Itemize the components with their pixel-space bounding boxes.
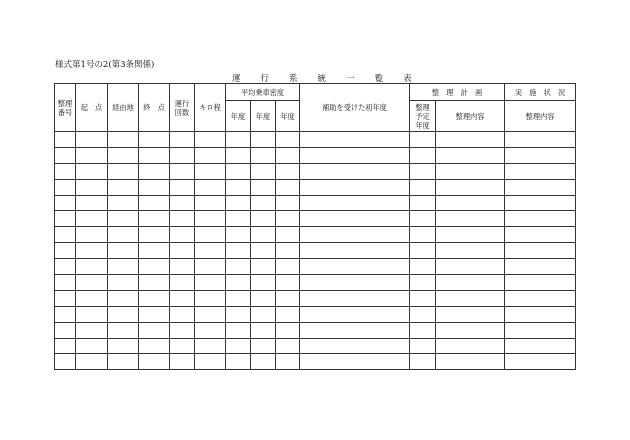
table-cell[interactable] bbox=[505, 163, 576, 179]
table-cell[interactable] bbox=[410, 179, 436, 195]
table-cell[interactable] bbox=[300, 259, 410, 275]
table-cell[interactable] bbox=[170, 322, 195, 338]
table-cell[interactable] bbox=[436, 195, 505, 211]
table-cell[interactable] bbox=[195, 179, 226, 195]
table-cell[interactable] bbox=[108, 322, 139, 338]
table-cell[interactable] bbox=[300, 179, 410, 195]
table-cell[interactable] bbox=[195, 227, 226, 243]
table-cell[interactable] bbox=[195, 322, 226, 338]
table-cell[interactable] bbox=[76, 243, 108, 259]
table-cell[interactable] bbox=[251, 163, 276, 179]
table-cell[interactable] bbox=[170, 211, 195, 227]
table-cell[interactable] bbox=[226, 354, 251, 370]
table-cell[interactable] bbox=[226, 259, 251, 275]
table-row bbox=[55, 132, 576, 148]
table-cell[interactable] bbox=[55, 179, 76, 195]
table-cell[interactable] bbox=[139, 354, 170, 370]
table-cell[interactable] bbox=[226, 211, 251, 227]
table-row bbox=[55, 338, 576, 354]
table-cell[interactable] bbox=[108, 179, 139, 195]
header-kiten: 起 点 bbox=[76, 84, 108, 132]
table-cell[interactable] bbox=[76, 179, 108, 195]
table-cell[interactable] bbox=[251, 290, 276, 306]
table-cell[interactable] bbox=[55, 290, 76, 306]
table-cell[interactable] bbox=[436, 290, 505, 306]
title-char: 一 bbox=[346, 74, 355, 84]
table-cell[interactable] bbox=[139, 338, 170, 354]
table-cell[interactable] bbox=[505, 275, 576, 291]
table-cell[interactable] bbox=[76, 132, 108, 148]
table-row bbox=[55, 243, 576, 259]
table-cell[interactable] bbox=[55, 163, 76, 179]
table-cell[interactable] bbox=[251, 179, 276, 195]
table-cell[interactable] bbox=[170, 179, 195, 195]
table-cell[interactable] bbox=[170, 163, 195, 179]
table-cell[interactable] bbox=[195, 275, 226, 291]
table-cell[interactable] bbox=[170, 227, 195, 243]
table-row bbox=[55, 163, 576, 179]
table-row bbox=[55, 211, 576, 227]
table-cell[interactable] bbox=[276, 290, 300, 306]
table-cell[interactable] bbox=[436, 163, 505, 179]
route-system-table bbox=[54, 83, 576, 370]
table-row bbox=[55, 147, 576, 163]
table-cell[interactable] bbox=[76, 211, 108, 227]
table-cell[interactable] bbox=[276, 132, 300, 148]
table-cell[interactable] bbox=[276, 147, 300, 163]
table-cell[interactable] bbox=[436, 243, 505, 259]
table-cell[interactable] bbox=[410, 275, 436, 291]
table-cell[interactable] bbox=[55, 195, 76, 211]
table-cell[interactable] bbox=[226, 147, 251, 163]
table-cell[interactable] bbox=[410, 195, 436, 211]
table-cell[interactable] bbox=[76, 227, 108, 243]
table-cell[interactable] bbox=[251, 275, 276, 291]
table-cell[interactable] bbox=[55, 147, 76, 163]
header-keiyuchi: 経由地 bbox=[108, 84, 139, 132]
table-cell[interactable] bbox=[139, 259, 170, 275]
table-cell[interactable] bbox=[108, 227, 139, 243]
table-cell[interactable] bbox=[410, 211, 436, 227]
table-cell[interactable] bbox=[276, 275, 300, 291]
table-cell[interactable] bbox=[55, 306, 76, 322]
table-cell[interactable] bbox=[410, 147, 436, 163]
table-cell[interactable] bbox=[436, 338, 505, 354]
table-cell[interactable] bbox=[276, 195, 300, 211]
table-cell[interactable] bbox=[276, 259, 300, 275]
title-char: 表 bbox=[403, 74, 412, 84]
table-cell[interactable] bbox=[139, 243, 170, 259]
table-cell[interactable] bbox=[226, 322, 251, 338]
table-cell[interactable] bbox=[505, 211, 576, 227]
table-cell[interactable] bbox=[505, 338, 576, 354]
table-cell[interactable] bbox=[251, 354, 276, 370]
table-cell[interactable] bbox=[226, 195, 251, 211]
table-cell[interactable] bbox=[139, 290, 170, 306]
table-cell[interactable] bbox=[108, 132, 139, 148]
table-cell[interactable] bbox=[139, 195, 170, 211]
table-cell[interactable] bbox=[139, 211, 170, 227]
table-cell[interactable] bbox=[251, 338, 276, 354]
table-row bbox=[55, 290, 576, 306]
header-seiri-naiyo: 整理内容 bbox=[436, 101, 505, 132]
header-seiri-keikaku: 整 理 計 画 bbox=[410, 84, 505, 101]
table-cell[interactable] bbox=[300, 227, 410, 243]
header-seiri-yotei-nendo: 整理 予定 年度 bbox=[410, 101, 436, 132]
table-cell[interactable] bbox=[108, 195, 139, 211]
table-cell[interactable] bbox=[300, 163, 410, 179]
table-cell[interactable] bbox=[276, 243, 300, 259]
table-cell[interactable] bbox=[251, 243, 276, 259]
table-cell[interactable] bbox=[108, 290, 139, 306]
table-cell[interactable] bbox=[108, 259, 139, 275]
table-cell[interactable] bbox=[170, 306, 195, 322]
table-cell[interactable] bbox=[195, 290, 226, 306]
table-cell[interactable] bbox=[226, 290, 251, 306]
table-cell[interactable] bbox=[505, 132, 576, 148]
header-average-density: 平均乗車密度 bbox=[226, 84, 300, 101]
table-cell[interactable] bbox=[436, 211, 505, 227]
table-cell[interactable] bbox=[276, 163, 300, 179]
table-cell[interactable] bbox=[226, 227, 251, 243]
header-jisshi-naiyo: 整理内容 bbox=[505, 101, 576, 132]
table-cell[interactable] bbox=[195, 195, 226, 211]
table-cell[interactable] bbox=[195, 306, 226, 322]
table-cell[interactable] bbox=[170, 354, 195, 370]
table-cell[interactable] bbox=[276, 179, 300, 195]
table-row bbox=[55, 259, 576, 275]
title-char: 統 bbox=[317, 74, 327, 84]
table-cell[interactable] bbox=[276, 322, 300, 338]
table-cell[interactable] bbox=[108, 147, 139, 163]
table-cell[interactable] bbox=[76, 290, 108, 306]
table-cell[interactable] bbox=[195, 132, 226, 148]
title-char: 運 bbox=[232, 74, 241, 84]
table-cell[interactable] bbox=[76, 275, 108, 291]
table-cell[interactable] bbox=[170, 275, 195, 291]
table-row bbox=[55, 306, 576, 322]
table-cell[interactable] bbox=[410, 163, 436, 179]
table-cell[interactable] bbox=[226, 243, 251, 259]
table-cell[interactable] bbox=[76, 338, 108, 354]
table-cell[interactable] bbox=[226, 275, 251, 291]
table-cell[interactable] bbox=[108, 306, 139, 322]
table-cell[interactable] bbox=[505, 322, 576, 338]
table-cell[interactable] bbox=[410, 227, 436, 243]
table-cell[interactable] bbox=[410, 243, 436, 259]
table-cell[interactable] bbox=[300, 322, 410, 338]
header-first-subsidy-year: 補助を受けた初年度 bbox=[300, 84, 410, 132]
table-cell[interactable] bbox=[300, 275, 410, 291]
table-cell[interactable] bbox=[195, 211, 226, 227]
table-cell[interactable] bbox=[55, 322, 76, 338]
table-cell[interactable] bbox=[55, 259, 76, 275]
table-row bbox=[55, 195, 576, 211]
table-cell[interactable] bbox=[436, 227, 505, 243]
table-cell[interactable] bbox=[226, 306, 251, 322]
table-cell[interactable] bbox=[226, 163, 251, 179]
table-cell[interactable] bbox=[300, 290, 410, 306]
table-cell[interactable] bbox=[55, 338, 76, 354]
table-cell[interactable] bbox=[300, 354, 410, 370]
table-cell[interactable] bbox=[226, 179, 251, 195]
table-cell[interactable] bbox=[76, 195, 108, 211]
table-cell[interactable] bbox=[170, 195, 195, 211]
table-cell[interactable] bbox=[139, 322, 170, 338]
table-cell[interactable] bbox=[505, 243, 576, 259]
table-row bbox=[55, 322, 576, 338]
table-cell[interactable] bbox=[195, 354, 226, 370]
table-row bbox=[55, 354, 576, 370]
table-cell[interactable] bbox=[410, 306, 436, 322]
table-cell[interactable] bbox=[505, 306, 576, 322]
table-cell[interactable] bbox=[300, 132, 410, 148]
table-cell[interactable] bbox=[108, 211, 139, 227]
table-cell[interactable] bbox=[276, 227, 300, 243]
header-density-year-1: 年度 bbox=[226, 101, 251, 132]
table-cell[interactable] bbox=[300, 338, 410, 354]
header-seiri-bangou: 整理 番号 bbox=[55, 84, 76, 132]
title-char: 覧 bbox=[374, 74, 384, 84]
table-cell[interactable] bbox=[251, 211, 276, 227]
table-cell[interactable] bbox=[195, 163, 226, 179]
title-char: 系 bbox=[289, 74, 298, 84]
table-row bbox=[55, 275, 576, 291]
table-cell[interactable] bbox=[108, 243, 139, 259]
table-cell[interactable] bbox=[251, 132, 276, 148]
table-cell[interactable] bbox=[300, 147, 410, 163]
table-cell[interactable] bbox=[195, 338, 226, 354]
table-cell[interactable] bbox=[251, 147, 276, 163]
table-cell[interactable] bbox=[436, 275, 505, 291]
table-cell[interactable] bbox=[55, 243, 76, 259]
table-cell[interactable] bbox=[436, 132, 505, 148]
table-cell[interactable] bbox=[276, 211, 300, 227]
header-shuten: 終 点 bbox=[139, 84, 170, 132]
table-cell[interactable] bbox=[55, 227, 76, 243]
table-cell[interactable] bbox=[108, 163, 139, 179]
table-cell[interactable] bbox=[76, 306, 108, 322]
table-cell[interactable] bbox=[505, 147, 576, 163]
table-cell[interactable] bbox=[108, 354, 139, 370]
table-cell[interactable] bbox=[300, 195, 410, 211]
title-char: 行 bbox=[260, 74, 270, 84]
table-cell[interactable] bbox=[139, 147, 170, 163]
table-cell[interactable] bbox=[251, 227, 276, 243]
table-cell[interactable] bbox=[139, 163, 170, 179]
table-cell[interactable] bbox=[410, 259, 436, 275]
table-cell[interactable] bbox=[170, 338, 195, 354]
table-cell[interactable] bbox=[55, 275, 76, 291]
table-cell[interactable] bbox=[226, 338, 251, 354]
table-cell[interactable] bbox=[436, 147, 505, 163]
table-cell[interactable] bbox=[55, 132, 76, 148]
table-cell[interactable] bbox=[251, 306, 276, 322]
form-number: 様式第1号の2(第3条関係) bbox=[55, 60, 155, 70]
table-cell[interactable] bbox=[139, 132, 170, 148]
table-row bbox=[55, 179, 576, 195]
table-cell[interactable] bbox=[505, 290, 576, 306]
table-cell[interactable] bbox=[436, 179, 505, 195]
table-cell[interactable] bbox=[195, 147, 226, 163]
table-cell[interactable] bbox=[195, 259, 226, 275]
header-kiro-tei: キロ程 bbox=[195, 84, 226, 132]
table-cell[interactable] bbox=[76, 322, 108, 338]
table-cell[interactable] bbox=[139, 275, 170, 291]
table-cell[interactable] bbox=[410, 338, 436, 354]
header-unkou-kaisu: 運行 回数 bbox=[170, 84, 195, 132]
table-cell[interactable] bbox=[139, 179, 170, 195]
table-cell[interactable] bbox=[170, 132, 195, 148]
table-cell[interactable] bbox=[55, 211, 76, 227]
table-cell[interactable] bbox=[505, 354, 576, 370]
table-cell[interactable] bbox=[410, 290, 436, 306]
table-cell[interactable] bbox=[410, 132, 436, 148]
table-cell[interactable] bbox=[436, 259, 505, 275]
table-cell[interactable] bbox=[108, 275, 139, 291]
table-cell[interactable] bbox=[170, 147, 195, 163]
header-jisshi-jokyo: 実 施 状 況 bbox=[505, 84, 576, 101]
table-cell[interactable] bbox=[300, 211, 410, 227]
table-cell[interactable] bbox=[251, 322, 276, 338]
header-density-year-2: 年度 bbox=[251, 101, 276, 132]
table-cell[interactable] bbox=[251, 195, 276, 211]
table-cell[interactable] bbox=[300, 243, 410, 259]
table-cell[interactable] bbox=[139, 227, 170, 243]
table-cell[interactable] bbox=[436, 354, 505, 370]
table-cell[interactable] bbox=[436, 306, 505, 322]
table-cell[interactable] bbox=[410, 354, 436, 370]
table-cell[interactable] bbox=[170, 259, 195, 275]
table-cell[interactable] bbox=[276, 338, 300, 354]
table-cell[interactable] bbox=[505, 259, 576, 275]
table-cell[interactable] bbox=[108, 338, 139, 354]
table-cell[interactable] bbox=[170, 290, 195, 306]
table-cell[interactable] bbox=[226, 132, 251, 148]
table-cell[interactable] bbox=[139, 306, 170, 322]
table-cell[interactable] bbox=[276, 306, 300, 322]
table-cell[interactable] bbox=[505, 195, 576, 211]
table-cell[interactable] bbox=[76, 147, 108, 163]
header-density-year-3: 年度 bbox=[276, 101, 300, 132]
table-cell[interactable] bbox=[251, 259, 276, 275]
table-cell[interactable] bbox=[170, 243, 195, 259]
table-cell[interactable] bbox=[300, 306, 410, 322]
table-cell[interactable] bbox=[76, 354, 108, 370]
table-cell[interactable] bbox=[276, 354, 300, 370]
table-cell[interactable] bbox=[55, 354, 76, 370]
table-cell[interactable] bbox=[410, 322, 436, 338]
table-cell[interactable] bbox=[76, 163, 108, 179]
table-cell[interactable] bbox=[436, 322, 505, 338]
table-cell[interactable] bbox=[195, 243, 226, 259]
table-cell[interactable] bbox=[505, 179, 576, 195]
table-cell[interactable] bbox=[76, 259, 108, 275]
table-row bbox=[55, 227, 576, 243]
table-cell[interactable] bbox=[505, 227, 576, 243]
